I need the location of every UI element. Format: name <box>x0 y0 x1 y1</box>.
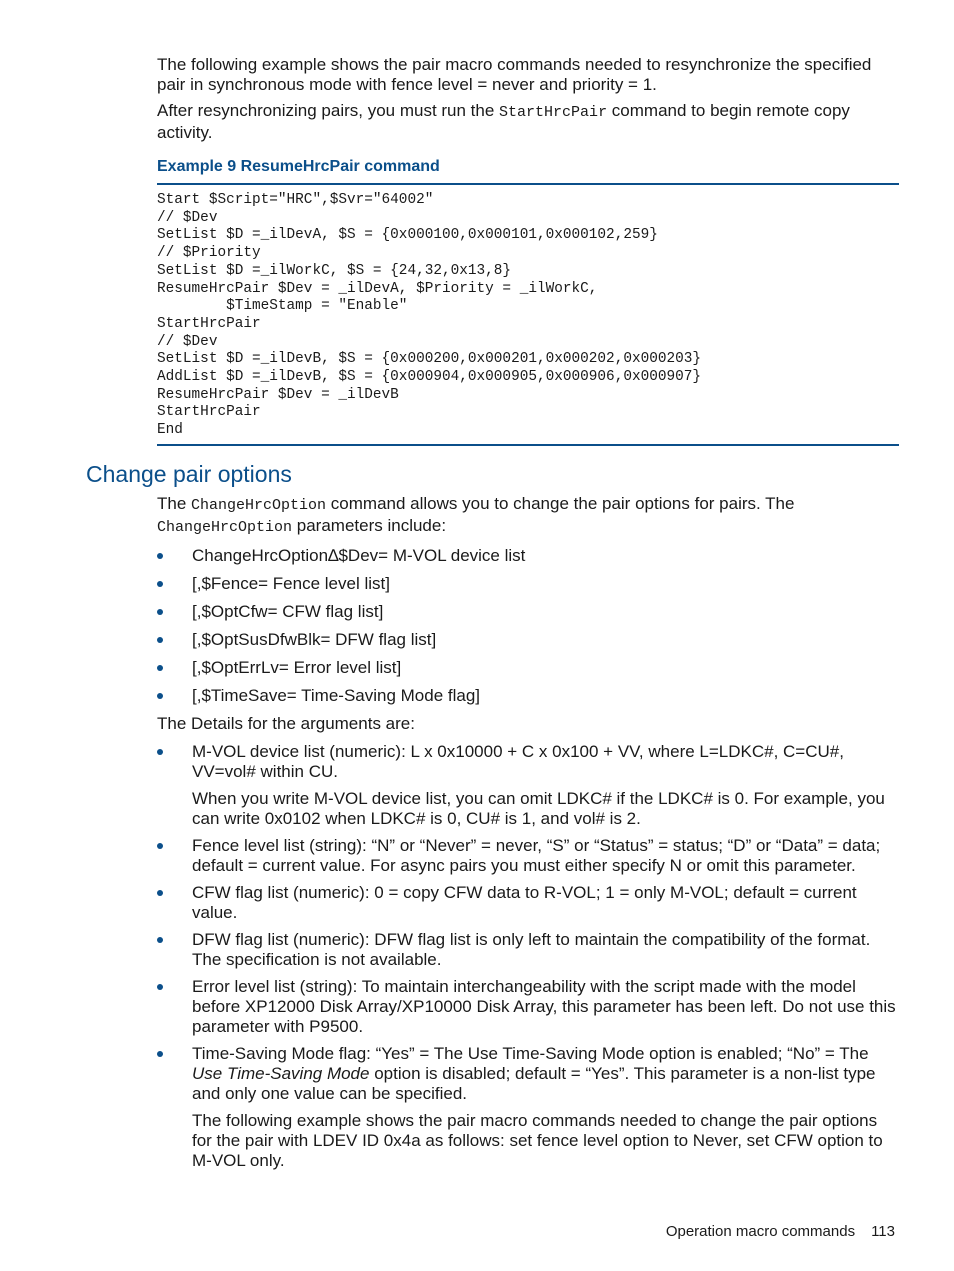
page-content <box>86 55 899 1178</box>
inline-code-changehrcoption: ChangeHrcOption <box>191 496 327 514</box>
section-intro-text-end: parameters include: <box>292 515 447 535</box>
bullet-icon <box>157 609 163 615</box>
list-item-text: [,$OptSusDfwBlk= DFW flag list] <box>192 629 437 649</box>
code-block: Start $Script="HRC",$Svr="64002" // $Dev SetList $D =_ilDevA, $S = {0x000100,0x000101,0x000102,259} // $Priority SetList $D =_ilWorkC, $S = {24,32,0x13,8} ResumeHrcPair $Dev = _ilDevA, $Priority = _ilWorkC, $TimeStamp = "Enable" StartHrcPair // $Dev SetList $D =_ilDevB, $S = {0x000200,0x000201,0x000202,0x000203} AddList $D =_ilDevB, $S = {0x000904,0x000905,0x000906,0x000907} ResumeHrcPair $Dev = _ilDevB StartHrcPair End <box>157 185 899 446</box>
list-item <box>157 1044 899 1171</box>
list-item-text: [,$OptErrLv= Error level list] <box>192 657 402 677</box>
list-item <box>157 574 899 594</box>
bullet-icon <box>157 637 163 643</box>
inline-code-starthrcpair: StartHrcPair <box>499 104 608 121</box>
resync-note-text: After resynchronizing pairs, you must run the <box>157 101 500 120</box>
bullet-icon <box>157 693 163 699</box>
detail-mvol-note: When you write M-VOL device list, you can omit LDKC# if the LDKC# is 0. For example, you can write 0x0102 when LDKC# is 0, CU# is 1, and vol# is 2. <box>192 788 885 828</box>
resync-note-text-end: command to begin remote copy activity. <box>157 101 850 142</box>
page-number: 113 <box>871 1223 895 1240</box>
section-intro-text-mid: command allows you to change the pair options for pairs. The <box>326 493 795 513</box>
bullet-icon <box>157 843 163 849</box>
bullet-icon <box>157 665 163 671</box>
detail-timesave-note: The following example shows the pair macro commands needed to change the pair options for the pair with LDEV ID 0x4a as follows: set fence level option to Never, set CFW option to M-VOL only. <box>192 1110 883 1170</box>
intro-paragraph: The following example shows the pair macro commands needed to resynchronize the specified pair in synchronous mode with fence level = never and priority = 1. <box>157 55 872 94</box>
parameter-list <box>157 546 899 706</box>
bullet-icon <box>157 984 163 990</box>
list-item <box>157 742 899 829</box>
detail-timesave-text: Time-Saving Mode flag: “Yes” = The Use Time-Saving Mode option is enabled; “No” = The <box>192 1043 869 1063</box>
bullet-icon <box>157 581 163 587</box>
bullet-icon <box>157 749 163 755</box>
list-item-text: [,$TimeSave= Time-Saving Mode flag] <box>192 685 481 705</box>
bullet-icon <box>157 937 163 943</box>
bullet-icon <box>157 890 163 896</box>
detail-mvol: M-VOL device list (numeric): L x 0x10000 + C x 0x100 + VV, where L=LDKC#, C=CU#, VV=vol# within CU. <box>192 741 844 781</box>
list-item-text: [,$Fence= Fence level list] <box>192 573 390 593</box>
section-heading: Change pair options <box>86 460 292 487</box>
details-intro: The Details for the arguments are: <box>157 713 415 733</box>
example-title: Example 9 ResumeHrcPair command <box>157 157 899 185</box>
detail-dfw: DFW flag list (numeric): DFW flag list is only left to maintain the compatibility of the format. The specification is not available. <box>192 929 871 969</box>
list-item <box>157 658 899 678</box>
bullet-icon <box>157 553 163 559</box>
list-item <box>157 546 899 566</box>
detail-timesave <box>192 1044 899 1104</box>
detail-fence: Fence level list (string): “N” or “Never” = never, “S” or “Status” = status; “D” or “Data” = data; default = current value. For async pairs you must either specify N or omit this parameter. <box>192 835 881 875</box>
page-footer <box>666 1222 895 1242</box>
list-item <box>157 977 899 1037</box>
inline-code-changehrcoption-2: ChangeHrcOption <box>157 518 293 536</box>
detail-timesave-emphasis: Use Time-Saving Mode <box>192 1063 370 1083</box>
detail-cfw: CFW flag list (numeric): 0 = copy CFW data to R-VOL; 1 = only M-VOL; default = current value. <box>192 882 857 922</box>
detail-timesave-text-end: option is disabled; default = “Yes”. This parameter is a non-list type and only one value can be specified. <box>192 1063 876 1103</box>
section-intro-text: The <box>157 493 192 513</box>
resync-note-paragraph <box>157 101 899 143</box>
list-item <box>157 883 899 923</box>
list-item <box>157 930 899 970</box>
list-item-text: [,$OptCfw= CFW flag list] <box>192 601 384 621</box>
list-item <box>157 836 899 876</box>
list-item-text: ChangeHrcOption∆$Dev= M-VOL device list <box>192 545 526 565</box>
list-item <box>157 686 899 706</box>
details-list <box>157 742 899 1171</box>
footer-label: Operation macro commands <box>665 1223 856 1240</box>
list-item <box>157 630 899 650</box>
detail-errlv: Error level list (string): To maintain interchangeability with the script made with the model before XP12000 Disk Array/XP10000 Disk Array, this parameter has been left. Do not use this parameter with P9500. <box>192 976 896 1036</box>
section-intro-paragraph <box>157 494 899 538</box>
list-item <box>157 602 899 622</box>
bullet-icon <box>157 1051 163 1057</box>
